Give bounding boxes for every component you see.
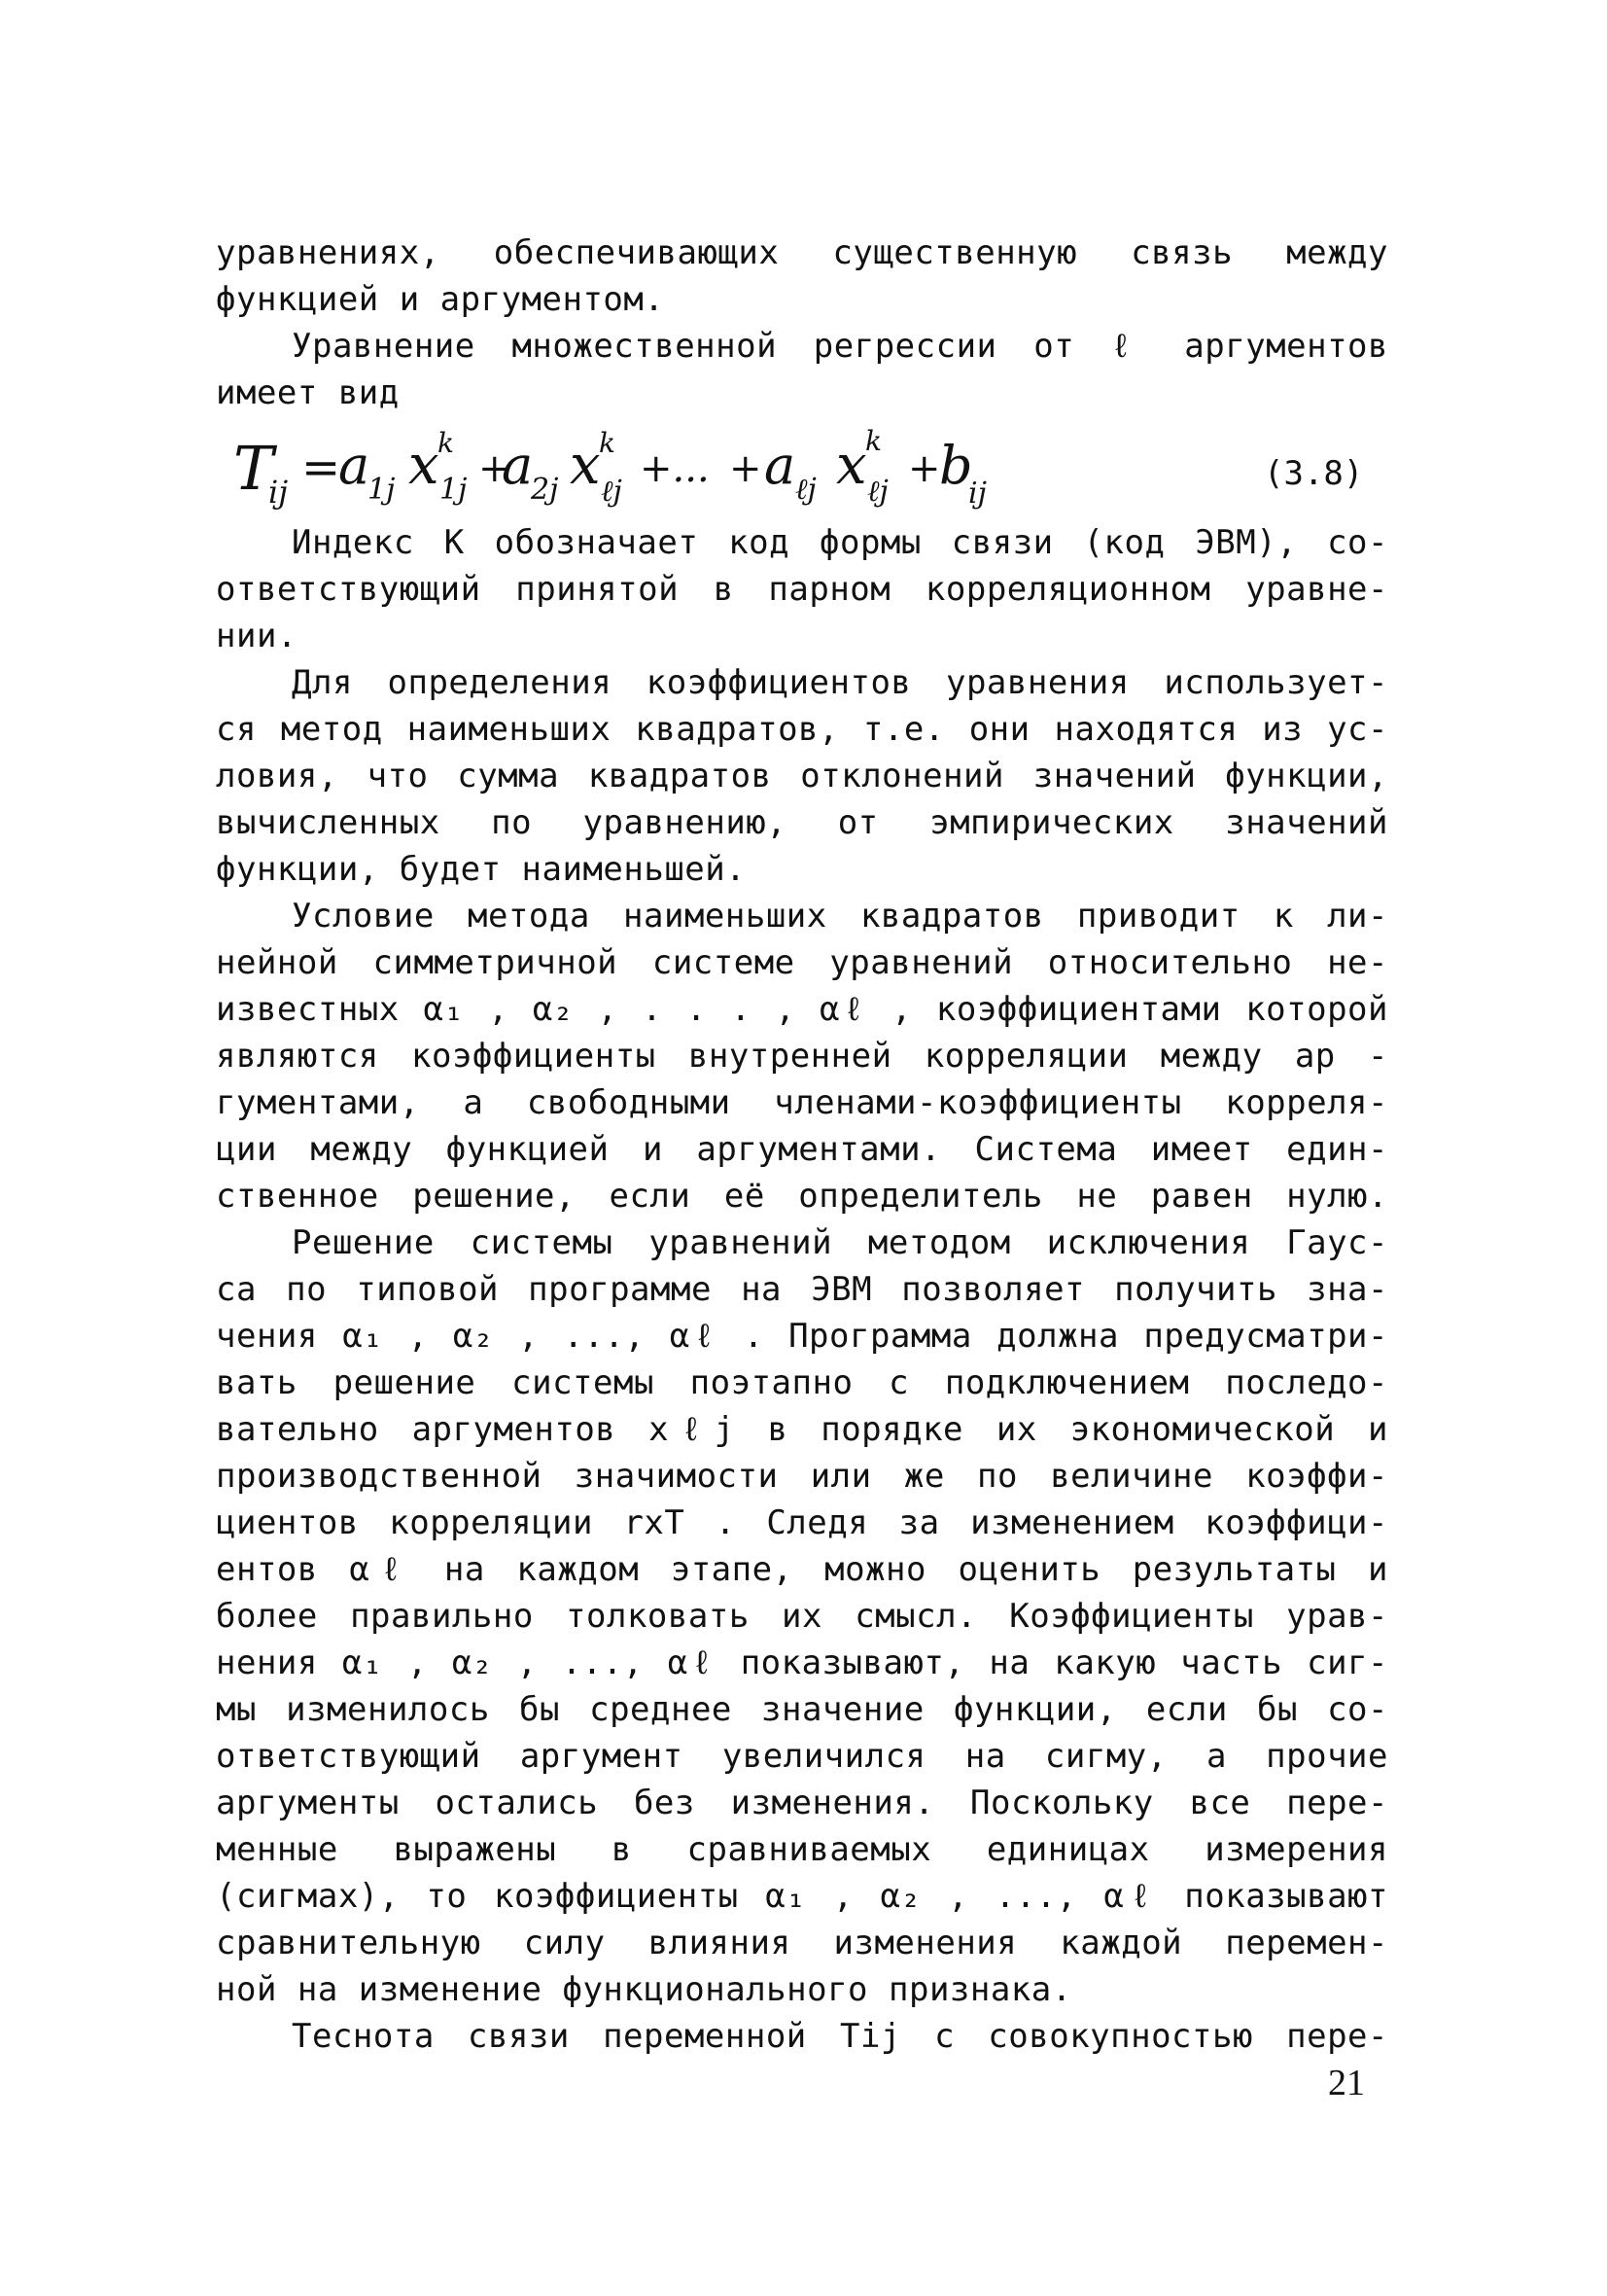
svg-text:ℓj: ℓj — [867, 475, 889, 509]
svg-text:b: b — [939, 435, 973, 496]
svg-text:1j: 1j — [367, 473, 396, 507]
svg-text:k: k — [599, 427, 615, 459]
text-line-26: циентов корреляции rxT . Следя за изменением коэффици- — [216, 1503, 1388, 1542]
text-line-2: функцией и аргументом. — [216, 280, 665, 319]
text-line-21: са по типовой программе на ЭВМ позволяет получить зна- — [216, 1270, 1388, 1309]
svg-text:2j: 2j — [531, 473, 559, 507]
text-line-18: ции между функцией и аргументами. Система имеет един- — [216, 1130, 1388, 1169]
text-line-37: Теснота связи переменной Tij с совокупностью пере- — [292, 2017, 1388, 2056]
text-line-35: сравнительную силу влияния изменения каждой перемен- — [216, 1924, 1388, 1962]
text-line-25: производственной значимости или же по величине коэффи- — [216, 1457, 1388, 1496]
text-line-34: (сигмах), то коэффициенты α₁ , α₂ , ..., αℓ показывают — [216, 1877, 1388, 1916]
text-line-6: ответствующий принятой в парном корреляционном уравне- — [216, 570, 1388, 609]
text-line-19: ственное решение, если её определитель не равен нулю. — [216, 1177, 1388, 1216]
text-line-7: нии. — [216, 617, 297, 655]
text-line-11: вычисленных по уравнению, от эмпирических значений — [216, 803, 1388, 842]
text-line-27: ентов αℓ на каждом этапе, можно оценить результаты и — [216, 1550, 1388, 1589]
text-line-28: более правильно толковать их смысл. Коэффициенты урав- — [216, 1597, 1388, 1636]
text-line-12: функции, будет наименьшей. — [216, 850, 747, 889]
text-line-32: аргументы остались без изменения. Поскольку все пере- — [216, 1784, 1388, 1822]
svg-text:k: k — [437, 427, 454, 459]
svg-text:T: T — [233, 433, 274, 504]
text-line-16: являются коэффициенты внутренней корреляции между ар - — [216, 1037, 1388, 1076]
svg-text:+: + — [908, 446, 941, 491]
text-line-5: Индекс К обозначает код формы связи (код ЭВМ), со- — [292, 523, 1388, 562]
svg-text:a: a — [502, 435, 534, 496]
svg-text:ℓj: ℓj — [795, 473, 817, 507]
page-number: 21 — [1328, 2063, 1365, 2103]
text-line-9: ся метод наименьших квадратов, т.е. они находятся из ус- — [216, 710, 1388, 749]
svg-text:k: k — [865, 425, 882, 457]
equation-number: (3.8) — [1264, 454, 1364, 493]
svg-text:x: x — [408, 434, 439, 497]
text-line-33: менные выражены в сравниваемых единицах измерения — [216, 1830, 1388, 1869]
text-line-24: вательно аргументов xℓj в порядке их экономической и — [216, 1410, 1388, 1449]
text-line-10: ловия, что сумма квадратов отклонений значений функции, — [216, 757, 1388, 795]
svg-text:ℓj: ℓj — [601, 475, 622, 509]
svg-text:+: + — [729, 446, 762, 491]
text-line-17: гументами, а свободными членами-коэффициенты корреля- — [216, 1083, 1388, 1122]
svg-text:a: a — [764, 435, 796, 496]
svg-text:x: x — [570, 434, 601, 497]
text-line-4: имеет вид — [216, 373, 400, 412]
svg-text:+: + — [478, 446, 511, 491]
svg-text:ij: ij — [968, 477, 987, 511]
text-line-20: Решение системы уравнений методом исключения Гаус- — [292, 1223, 1388, 1262]
text-line-30: мы изменилось бы среднее значение функции, если бы со- — [216, 1690, 1388, 1729]
regression-formula — [233, 413, 1244, 520]
text-line-13: Условие метода наименьших квадратов приводит к ли- — [292, 897, 1388, 936]
text-line-29: нения α₁ , α₂ , ..., αℓ показывают, на какую часть сиг- — [216, 1643, 1388, 1682]
svg-text:a: a — [338, 435, 370, 496]
text-line-1: уравнениях, обеспечивающих существенную связь между — [216, 233, 1388, 272]
text-line-14: нейной симметричной системе уравнений относительно не- — [216, 943, 1388, 982]
text-line-15: известных α₁ , α₂ , . . . , αℓ , коэффициентами которой — [216, 990, 1388, 1029]
svg-text:+...: +... — [640, 446, 710, 491]
svg-text:ij: ij — [268, 474, 289, 511]
svg-text:x: x — [836, 434, 867, 497]
text-line-36: ной на изменение функционального признака. — [216, 1970, 1072, 2009]
svg-text:=: = — [301, 441, 341, 495]
text-line-8: Для определения коэффициентов уравнения использует- — [292, 663, 1388, 702]
text-line-23: вать решение системы поэтапно с подключением последо- — [216, 1363, 1388, 1402]
svg-text:1j: 1j — [439, 473, 468, 507]
text-line-3: Уравнение множественной регрессии от ℓ аргументов — [292, 327, 1388, 366]
text-line-22: чения α₁ , α₂ , ..., αℓ . Программа должна предусматри- — [216, 1317, 1388, 1356]
text-line-31: ответствующий аргумент увеличился на сигму, а прочие — [216, 1737, 1388, 1776]
